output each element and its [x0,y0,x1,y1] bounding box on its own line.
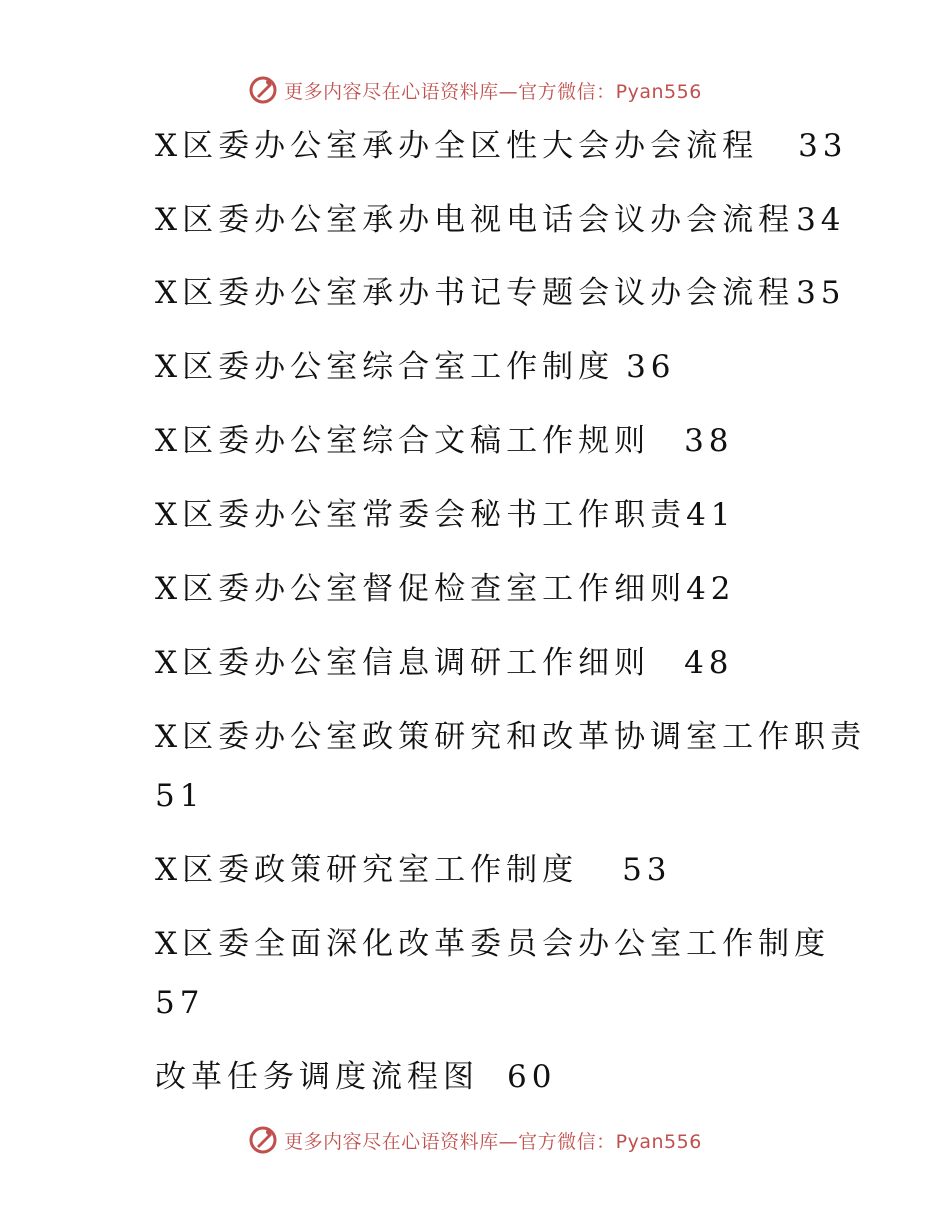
toc-entry-title: X区委办公室承办全区性大会办会流程 [155,128,759,164]
toc-entry[interactable] [155,717,866,757]
toc-entry-page: 41 [686,497,736,533]
toc-entry-page: 34 [796,202,846,238]
watermark-banner-top [0,70,950,110]
toc-entry-page: 51 [155,778,205,814]
toc-entry[interactable] [155,495,736,535]
toc-entry[interactable] [155,126,848,166]
toc-entry-title: X区委办公室综合文稿工作规则 [155,423,651,459]
toc-entry-page: 35 [796,275,846,311]
toc-entry-page: 38 [684,423,734,459]
toc-entry-title: 改革任务调度流程图 [155,1059,479,1095]
toc-entry-page-wrapped [155,983,204,1023]
toc-entry[interactable] [155,924,830,964]
toc-entry-page: 53 [622,852,672,888]
toc-entry-title: X区委办公室承办电视电话会议办会流程 [155,202,795,238]
toc-entry[interactable] [155,421,734,461]
toc-entry-title: X区委办公室常委会秘书工作职责 [155,497,687,533]
toc-entry[interactable] [155,569,736,609]
toc-entry-title: X区委办公室政策研究和改革协调室工作职责 [155,719,867,755]
toc-entry-page: 36 [626,349,676,385]
toc-entry-title: X区委政策研究室工作制度 [155,852,579,888]
toc-entry[interactable] [155,200,846,240]
quill-pen-logo-icon [248,1125,278,1155]
toc-entry-title: X区委办公室综合室工作制度 [155,349,615,385]
toc-entry-page-wrapped [155,776,204,816]
toc-entry[interactable] [155,643,734,683]
toc-entry-page: 60 [507,1059,557,1095]
toc-entry-page: 33 [798,128,848,164]
toc-entry-page: 57 [155,985,205,1021]
toc-entry[interactable] [155,347,676,387]
toc-entry-title: X区委全面深化改革委员会办公室工作制度 [155,926,831,962]
toc-entry-title: X区委办公室信息调研工作细则 [155,645,651,681]
toc-entry[interactable] [155,850,672,890]
toc-entry[interactable] [155,1057,556,1097]
watermark-text: 更多内容尽在心语资料库—官方微信：Pyan556 [284,80,702,103]
watermark-banner-bottom [0,1120,950,1160]
toc-entry-title: X区委办公室承办书记专题会议办会流程 [155,275,795,311]
toc-entry[interactable] [155,273,846,313]
toc-entry-page: 42 [686,571,736,607]
watermark-text: 更多内容尽在心语资料库—官方微信：Pyan556 [284,1130,702,1153]
quill-pen-logo-icon [248,75,278,105]
toc-entry-title: X区委办公室督促检查室工作细则 [155,571,687,607]
toc-entry-page: 48 [684,645,734,681]
